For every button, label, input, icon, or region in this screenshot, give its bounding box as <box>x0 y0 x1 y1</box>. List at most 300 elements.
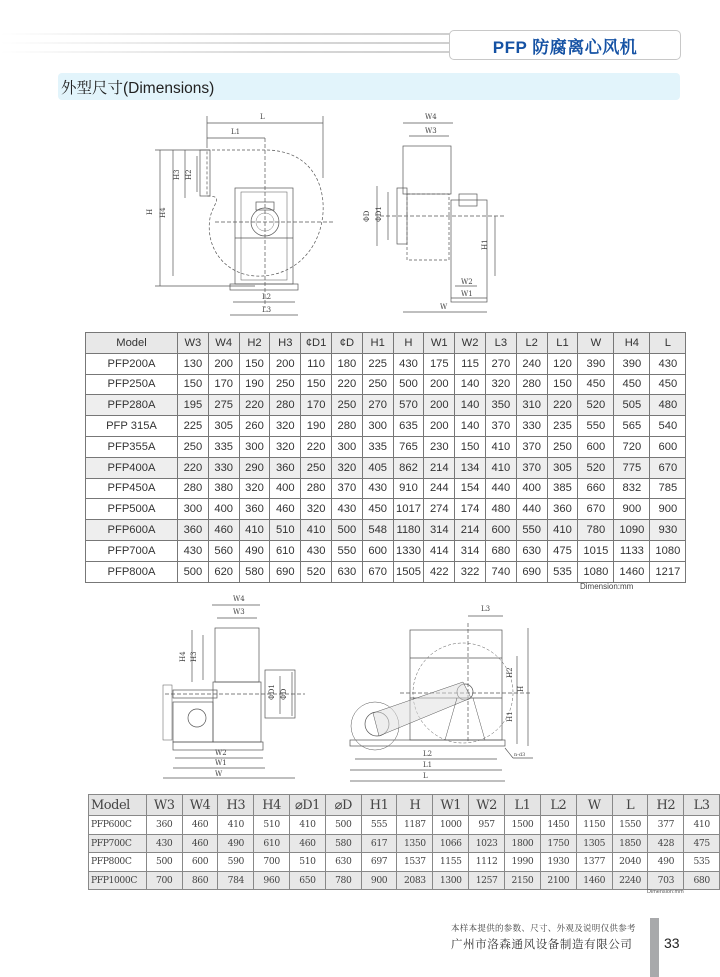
footer-company-name: 广州市洛森通风设备制造有限公司 <box>451 939 633 951</box>
value-cell: 535 <box>547 561 578 582</box>
section-heading-bar <box>58 73 680 100</box>
value-cell: 305 <box>208 416 239 437</box>
dimension-table-c <box>88 794 720 890</box>
dim-label-phi-D1: ΦD1 <box>268 684 276 700</box>
value-cell: 635 <box>393 416 424 437</box>
col-header: W2 <box>469 795 505 816</box>
value-cell: 600 <box>182 853 218 872</box>
dim-label-L1: L1 <box>423 761 433 769</box>
dim-label-H4: H4 <box>159 207 167 218</box>
value-cell: 505 <box>614 395 650 416</box>
value-cell: 957 <box>469 816 505 835</box>
value-cell: 490 <box>218 834 254 853</box>
value-cell: 580 <box>239 561 270 582</box>
dim-label-L2: L2 <box>423 750 433 758</box>
value-cell: 370 <box>331 478 362 499</box>
value-cell: 225 <box>178 416 209 437</box>
value-cell: 565 <box>614 416 650 437</box>
col-header: Model <box>89 795 147 816</box>
fan-front-view-belt-drive-drawing-c <box>345 598 535 784</box>
col-header: ¢D <box>331 333 362 354</box>
page-title: PFP 防腐离心风机 <box>492 37 638 57</box>
value-cell: 670 <box>362 561 393 582</box>
value-cell: 410 <box>239 520 270 541</box>
dim-label-L: L <box>260 113 265 121</box>
table-row <box>89 871 720 890</box>
value-cell: 650 <box>289 871 325 890</box>
value-cell: 555 <box>361 816 397 835</box>
value-cell: 510 <box>270 520 301 541</box>
value-cell: 150 <box>178 374 209 395</box>
value-cell: 140 <box>455 395 486 416</box>
value-cell: 765 <box>393 436 424 457</box>
value-cell: 960 <box>254 871 290 890</box>
value-cell: 400 <box>208 499 239 520</box>
col-header: L2 <box>540 795 576 816</box>
value-cell: 335 <box>208 436 239 457</box>
value-cell: 600 <box>578 436 614 457</box>
dim-label-H2: H2 <box>506 667 514 678</box>
model-cell: PFP800C <box>89 853 147 872</box>
value-cell: 1377 <box>576 853 612 872</box>
value-cell: 410 <box>547 520 578 541</box>
value-cell: 670 <box>650 457 686 478</box>
value-cell: 280 <box>178 478 209 499</box>
value-cell: 480 <box>650 395 686 416</box>
value-cell: 1066 <box>433 834 469 853</box>
dim-label-H1: H1 <box>506 711 514 722</box>
dim-label-L3: L3 <box>481 605 491 613</box>
value-cell: 360 <box>146 816 182 835</box>
value-cell: 305 <box>547 457 578 478</box>
value-cell: 680 <box>485 540 516 561</box>
value-cell: 390 <box>578 353 614 374</box>
value-cell: 300 <box>178 499 209 520</box>
value-cell: 200 <box>208 353 239 374</box>
table-row <box>86 499 686 520</box>
value-cell: 580 <box>325 834 361 853</box>
value-cell: 560 <box>208 540 239 561</box>
value-cell: 300 <box>362 416 393 437</box>
value-cell: 2240 <box>612 871 648 890</box>
value-cell: 510 <box>289 853 325 872</box>
value-cell: 140 <box>455 416 486 437</box>
value-cell: 235 <box>547 416 578 437</box>
value-cell: 414 <box>424 540 455 561</box>
value-cell: 600 <box>485 520 516 541</box>
value-cell: 832 <box>614 478 650 499</box>
dim-label-L3: L3 <box>262 306 272 314</box>
value-cell: 300 <box>331 436 362 457</box>
col-header: W4 <box>208 333 239 354</box>
value-cell: 250 <box>547 436 578 457</box>
value-cell: 322 <box>455 561 486 582</box>
value-cell: 280 <box>270 395 301 416</box>
value-cell: 244 <box>424 478 455 499</box>
table-header-row <box>89 795 720 816</box>
value-cell: 690 <box>516 561 547 582</box>
value-cell: 385 <box>547 478 578 499</box>
value-cell: 428 <box>648 834 684 853</box>
value-cell: 430 <box>362 478 393 499</box>
value-cell: 280 <box>331 416 362 437</box>
value-cell: 1550 <box>612 816 648 835</box>
table-a-body <box>86 353 686 582</box>
value-cell: 450 <box>578 374 614 395</box>
dim-label-H3: H3 <box>190 651 198 662</box>
col-header: H2 <box>239 333 270 354</box>
value-cell: 190 <box>301 416 332 437</box>
value-cell: 475 <box>547 540 578 561</box>
col-header: H1 <box>361 795 397 816</box>
value-cell: 220 <box>547 395 578 416</box>
value-cell: 370 <box>485 416 516 437</box>
model-cell: PFP1000C <box>89 871 147 890</box>
value-cell: 930 <box>650 520 686 541</box>
col-header: L2 <box>516 333 547 354</box>
dim-label-H3: H3 <box>173 169 181 180</box>
table-row <box>86 457 686 478</box>
dim-label-H: H <box>146 208 154 215</box>
value-cell: 214 <box>455 520 486 541</box>
model-cell: PFP600C <box>89 816 147 835</box>
value-cell: 700 <box>146 871 182 890</box>
value-cell: 430 <box>331 499 362 520</box>
value-cell: 360 <box>239 499 270 520</box>
value-cell: 1305 <box>576 834 612 853</box>
value-cell: 220 <box>178 457 209 478</box>
value-cell: 220 <box>239 395 270 416</box>
value-cell: 270 <box>485 353 516 374</box>
value-cell: 450 <box>362 499 393 520</box>
value-cell: 290 <box>239 457 270 478</box>
value-cell: 154 <box>455 478 486 499</box>
col-header: W3 <box>178 333 209 354</box>
model-cell: PFP600A <box>86 520 178 541</box>
model-cell: PFP355A <box>86 436 178 457</box>
value-cell: 1187 <box>397 816 433 835</box>
value-cell: 195 <box>178 395 209 416</box>
col-header: W1 <box>424 333 455 354</box>
col-header: H4 <box>614 333 650 354</box>
value-cell: 480 <box>485 499 516 520</box>
value-cell: 110 <box>301 353 332 374</box>
value-cell: 450 <box>650 374 686 395</box>
value-cell: 2040 <box>612 853 648 872</box>
value-cell: 550 <box>331 540 362 561</box>
value-cell: 330 <box>516 416 547 437</box>
value-cell: 2150 <box>505 871 541 890</box>
dim-label-W3: W3 <box>233 608 245 616</box>
value-cell: 500 <box>325 816 361 835</box>
value-cell: 784 <box>218 871 254 890</box>
value-cell: 540 <box>650 416 686 437</box>
value-cell: 310 <box>516 395 547 416</box>
value-cell: 280 <box>516 374 547 395</box>
col-header: W <box>576 795 612 816</box>
col-header: Model <box>86 333 178 354</box>
value-cell: 1133 <box>614 540 650 561</box>
value-cell: 360 <box>178 520 209 541</box>
value-cell: 410 <box>684 816 720 835</box>
value-cell: 430 <box>146 834 182 853</box>
value-cell: 700 <box>254 853 290 872</box>
value-cell: 400 <box>270 478 301 499</box>
value-cell: 1505 <box>393 561 424 582</box>
dim-label-W1: W1 <box>215 759 227 767</box>
value-cell: 460 <box>270 499 301 520</box>
value-cell: 1500 <box>505 816 541 835</box>
value-cell: 410 <box>289 816 325 835</box>
value-cell: 520 <box>578 395 614 416</box>
value-cell: 900 <box>361 871 397 890</box>
model-cell: PFP280A <box>86 395 178 416</box>
value-cell: 1217 <box>650 561 686 582</box>
value-cell: 1990 <box>505 853 541 872</box>
dim-label-n-d3: n-d3 <box>514 752 526 758</box>
value-cell: 860 <box>182 871 218 890</box>
value-cell: 510 <box>254 816 290 835</box>
model-cell: PFP400A <box>86 457 178 478</box>
dim-label-phi-D: ΦD <box>280 688 288 700</box>
value-cell: 300 <box>239 436 270 457</box>
dim-label-H2: H2 <box>185 169 193 180</box>
table-row <box>86 416 686 437</box>
unit-label-c: Dimension:mm <box>647 889 684 895</box>
value-cell: 500 <box>146 853 182 872</box>
dim-label-H1: H1 <box>481 239 489 250</box>
value-cell: 862 <box>393 457 424 478</box>
value-cell: 130 <box>178 353 209 374</box>
value-cell: 1800 <box>505 834 541 853</box>
value-cell: 320 <box>485 374 516 395</box>
value-cell: 1015 <box>578 540 614 561</box>
value-cell: 175 <box>424 353 455 374</box>
value-cell: 1080 <box>650 540 686 561</box>
value-cell: 314 <box>455 540 486 561</box>
col-header: L <box>612 795 648 816</box>
dim-label-W2: W2 <box>215 749 227 757</box>
value-cell: 900 <box>614 499 650 520</box>
dim-label-L: L <box>423 772 428 780</box>
col-header: H1 <box>362 333 393 354</box>
value-cell: 1112 <box>469 853 505 872</box>
value-cell: 190 <box>239 374 270 395</box>
value-cell: 260 <box>239 416 270 437</box>
value-cell: 240 <box>516 353 547 374</box>
table-header-row <box>86 333 686 354</box>
value-cell: 250 <box>331 395 362 416</box>
value-cell: 115 <box>455 353 486 374</box>
value-cell: 520 <box>578 457 614 478</box>
dim-label-W1: W1 <box>461 290 473 298</box>
model-cell: PFP 315A <box>86 416 178 437</box>
table-row <box>86 520 686 541</box>
value-cell: 230 <box>424 436 455 457</box>
value-cell: 410 <box>301 520 332 541</box>
value-cell: 1460 <box>614 561 650 582</box>
value-cell: 460 <box>289 834 325 853</box>
table-row <box>86 478 686 499</box>
value-cell: 140 <box>455 374 486 395</box>
value-cell: 1537 <box>397 853 433 872</box>
section-title: 外型尺寸(Dimensions) <box>61 79 215 97</box>
dim-label-W4: W4 <box>425 113 437 121</box>
table-row <box>89 853 720 872</box>
col-header: H4 <box>254 795 290 816</box>
value-cell: 120 <box>547 353 578 374</box>
value-cell: 377 <box>648 816 684 835</box>
footer-divider-bar <box>650 918 659 977</box>
model-cell: PFP700C <box>89 834 147 853</box>
value-cell: 225 <box>362 353 393 374</box>
value-cell: 440 <box>516 499 547 520</box>
col-header: W1 <box>433 795 469 816</box>
value-cell: 320 <box>270 436 301 457</box>
table-row <box>86 436 686 457</box>
value-cell: 680 <box>684 871 720 890</box>
value-cell: 600 <box>362 540 393 561</box>
col-header: H <box>393 333 424 354</box>
value-cell: 320 <box>331 457 362 478</box>
dim-label-H4: H4 <box>179 651 187 662</box>
value-cell: 170 <box>208 374 239 395</box>
value-cell: 550 <box>516 520 547 541</box>
dim-label-W: W <box>215 770 223 778</box>
value-cell: 220 <box>301 436 332 457</box>
value-cell: 1257 <box>469 871 505 890</box>
value-cell: 370 <box>516 436 547 457</box>
dim-label-L1: L1 <box>231 128 241 136</box>
fan-side-view-drawing-c <box>145 590 335 782</box>
value-cell: 320 <box>270 416 301 437</box>
value-cell: 600 <box>650 436 686 457</box>
value-cell: 1300 <box>433 871 469 890</box>
value-cell: 360 <box>547 499 578 520</box>
value-cell: 370 <box>516 457 547 478</box>
value-cell: 1330 <box>393 540 424 561</box>
header-decorative-lines <box>0 33 450 55</box>
value-cell: 1080 <box>578 561 614 582</box>
value-cell: 1000 <box>433 816 469 835</box>
value-cell: 150 <box>239 353 270 374</box>
value-cell: 740 <box>485 561 516 582</box>
col-header: W2 <box>455 333 486 354</box>
value-cell: 535 <box>684 853 720 872</box>
value-cell: 2083 <box>397 871 433 890</box>
value-cell: 460 <box>208 520 239 541</box>
value-cell: 1460 <box>576 871 612 890</box>
unit-label-a: Dimension:mm <box>580 582 634 591</box>
value-cell: 200 <box>270 353 301 374</box>
value-cell: 170 <box>301 395 332 416</box>
value-cell: 630 <box>331 561 362 582</box>
value-cell: 220 <box>331 374 362 395</box>
col-header: L1 <box>505 795 541 816</box>
model-cell: PFP700A <box>86 540 178 561</box>
value-cell: 460 <box>182 834 218 853</box>
dim-label-phi-D1: ΦD1 <box>375 206 383 222</box>
value-cell: 430 <box>301 540 332 561</box>
value-cell: 785 <box>650 478 686 499</box>
value-cell: 150 <box>455 436 486 457</box>
value-cell: 390 <box>614 353 650 374</box>
model-cell: PFP200A <box>86 353 178 374</box>
value-cell: 703 <box>648 871 684 890</box>
col-header: L <box>650 333 686 354</box>
value-cell: 2100 <box>540 871 576 890</box>
table-row <box>86 561 686 582</box>
value-cell: 440 <box>485 478 516 499</box>
value-cell: 430 <box>178 540 209 561</box>
model-cell: PFP250A <box>86 374 178 395</box>
value-cell: 500 <box>178 561 209 582</box>
value-cell: 1850 <box>612 834 648 853</box>
value-cell: 548 <box>362 520 393 541</box>
value-cell: 1155 <box>433 853 469 872</box>
value-cell: 380 <box>208 478 239 499</box>
value-cell: 610 <box>270 540 301 561</box>
value-cell: 1017 <box>393 499 424 520</box>
table-c-body <box>89 816 720 890</box>
value-cell: 620 <box>208 561 239 582</box>
value-cell: 405 <box>362 457 393 478</box>
value-cell: 630 <box>516 540 547 561</box>
value-cell: 450 <box>614 374 650 395</box>
value-cell: 360 <box>270 457 301 478</box>
footer-disclaimer: 本样本提供的参数、尺寸、外观及说明仅供参考 <box>451 923 636 933</box>
value-cell: 1350 <box>397 834 433 853</box>
value-cell: 275 <box>208 395 239 416</box>
value-cell: 910 <box>393 478 424 499</box>
col-header: W3 <box>146 795 182 816</box>
value-cell: 590 <box>218 853 254 872</box>
value-cell: 1023 <box>469 834 505 853</box>
value-cell: 410 <box>218 816 254 835</box>
dimension-table-a <box>85 332 686 583</box>
table-row <box>86 374 686 395</box>
table-row <box>86 353 686 374</box>
value-cell: 410 <box>485 457 516 478</box>
value-cell: 1450 <box>540 816 576 835</box>
value-cell: 320 <box>301 499 332 520</box>
value-cell: 180 <box>331 353 362 374</box>
value-cell: 780 <box>578 520 614 541</box>
value-cell: 500 <box>331 520 362 541</box>
value-cell: 660 <box>578 478 614 499</box>
value-cell: 150 <box>547 374 578 395</box>
value-cell: 335 <box>362 436 393 457</box>
value-cell: 1930 <box>540 853 576 872</box>
value-cell: 900 <box>650 499 686 520</box>
value-cell: 500 <box>393 374 424 395</box>
value-cell: 475 <box>684 834 720 853</box>
value-cell: 617 <box>361 834 397 853</box>
value-cell: 430 <box>393 353 424 374</box>
dim-label-phi-D: ΦD <box>363 210 371 222</box>
model-cell: PFP450A <box>86 478 178 499</box>
value-cell: 134 <box>455 457 486 478</box>
dim-label-W: W <box>440 303 448 311</box>
value-cell: 430 <box>650 353 686 374</box>
value-cell: 250 <box>362 374 393 395</box>
value-cell: 270 <box>362 395 393 416</box>
value-cell: 610 <box>254 834 290 853</box>
dim-label-W2: W2 <box>461 278 473 286</box>
value-cell: 400 <box>516 478 547 499</box>
value-cell: 630 <box>325 853 361 872</box>
col-header: L3 <box>684 795 720 816</box>
